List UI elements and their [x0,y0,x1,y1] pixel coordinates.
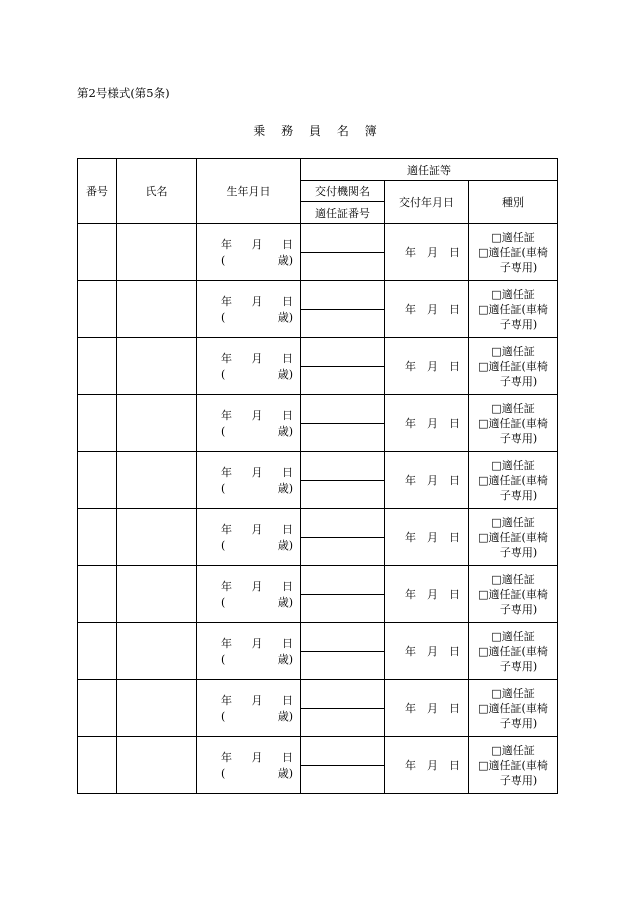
cell-issue-date[interactable] [385,509,469,566]
cell-type [469,281,558,338]
cell-issuing-agency[interactable] [301,452,384,481]
checkbox-certificate-wheelchair-cont: 子専用) [499,488,538,502]
cell-issuing-agency[interactable] [301,623,384,652]
year-label: 年 [221,466,232,479]
checkbox-certificate-wheelchair[interactable]: □適任証(車椅 [478,473,548,487]
day-label: 日 [282,295,293,308]
cell-issuing-agency[interactable] [301,395,384,424]
checkbox-certificate-wheelchair[interactable]: □適任証(車椅 [478,587,548,601]
checkbox-certificate-wheelchair[interactable]: □適任証(車椅 [478,245,548,259]
cell-issuing-agency[interactable] [301,737,384,766]
day-label: 日 [282,523,293,536]
age-open-label: ( [221,482,226,495]
month-label: 月 [427,588,438,601]
year-label: 年 [405,531,416,544]
day-label: 日 [449,417,460,430]
checkbox-certificate[interactable]: □適任証 [491,743,535,757]
day-label: 日 [282,238,293,251]
cell-agency-certificate [301,224,385,281]
checkbox-certificate[interactable]: □適任証 [491,686,535,700]
checkbox-certificate-wheelchair[interactable]: □適任証(車椅 [478,416,548,430]
cell-certificate-number[interactable] [301,367,384,395]
year-label: 年 [405,360,416,373]
document-title [0,122,630,139]
cell-certificate-number[interactable] [301,424,384,452]
cell-birthdate[interactable] [197,338,301,395]
day-label: 日 [282,694,293,707]
month-label: 月 [251,751,263,764]
cell-name[interactable] [117,680,197,737]
year-label: 年 [405,588,416,601]
cell-issuing-agency[interactable] [301,281,384,310]
cell-number[interactable] [78,338,117,395]
cell-certificate-number[interactable] [301,652,384,680]
day-label: 日 [449,645,460,658]
year-label: 年 [405,474,416,487]
cell-number[interactable] [78,224,117,281]
cell-issue-date[interactable] [385,680,469,737]
age-open-label: ( [221,767,226,780]
cell-number[interactable] [78,566,117,623]
cell-name[interactable] [117,623,197,680]
cell-issue-date[interactable] [385,737,469,794]
cell-certificate-number[interactable] [301,253,384,281]
cell-birthdate[interactable] [197,737,301,794]
month-label: 月 [251,352,263,365]
cell-number[interactable] [78,452,117,509]
header-type: 種別 [469,181,558,224]
title-char: 簿 [364,124,377,138]
cell-certificate-number[interactable] [301,310,384,338]
cell-name[interactable] [117,452,197,509]
title-char: 乗 [253,124,266,138]
table-row [78,452,558,509]
month-label: 月 [251,694,263,707]
checkbox-certificate-wheelchair[interactable]: □適任証(車椅 [478,359,548,373]
year-label: 年 [405,645,416,658]
checkbox-certificate[interactable]: □適任証 [491,629,535,643]
cell-number[interactable] [78,395,117,452]
cell-agency-certificate [301,737,385,794]
age-close-label: 歳) [277,368,293,381]
table-row [78,224,558,281]
month-label: 月 [251,466,263,479]
cell-number[interactable] [78,281,117,338]
crew-roster-table [77,158,558,794]
cell-issue-date[interactable] [385,452,469,509]
month-label: 月 [251,637,263,650]
cell-issue-date[interactable] [385,395,469,452]
header-name: 氏名 [117,159,197,224]
year-label: 年 [221,580,232,593]
header-certificate-group: 適任証等 [301,159,558,181]
cell-agency-certificate [301,338,385,395]
header-birthdate: 生年月日 [197,159,301,224]
checkbox-certificate-wheelchair-cont: 子専用) [499,773,538,787]
cell-type [469,566,558,623]
checkbox-certificate-wheelchair[interactable]: □適任証(車椅 [478,530,548,544]
cell-type [469,737,558,794]
checkbox-certificate-wheelchair[interactable]: □適任証(車椅 [478,758,548,772]
month-label: 月 [427,531,438,544]
year-label: 年 [405,417,416,430]
cell-type [469,395,558,452]
cell-number[interactable] [78,623,117,680]
checkbox-certificate-wheelchair-cont: 子専用) [499,716,538,730]
checkbox-certificate[interactable]: □適任証 [491,344,535,358]
cell-issue-date[interactable] [385,224,469,281]
cell-certificate-number[interactable] [301,766,384,794]
checkbox-certificate[interactable]: □適任証 [491,515,535,529]
cell-issue-date[interactable] [385,566,469,623]
checkbox-certificate-wheelchair-cont: 子専用) [499,317,538,331]
month-label: 月 [427,303,438,316]
table-row [78,338,558,395]
cell-name[interactable] [117,224,197,281]
checkbox-certificate-wheelchair[interactable]: □適任証(車椅 [478,644,548,658]
cell-type [469,452,558,509]
checkbox-certificate-wheelchair-cont: 子専用) [499,374,538,388]
age-close-label: 歳) [277,482,293,495]
checkbox-certificate-wheelchair-cont: 子専用) [499,431,538,445]
table-row [78,566,558,623]
age-open-label: ( [221,710,226,723]
day-label: 日 [449,531,460,544]
cell-issue-date[interactable] [385,281,469,338]
year-label: 年 [221,238,232,251]
checkbox-certificate-wheelchair-cont: 子専用) [499,602,538,616]
checkbox-certificate[interactable]: □適任証 [491,458,535,472]
day-label: 日 [449,303,460,316]
day-label: 日 [449,759,460,772]
cell-type [469,623,558,680]
header-issuing-agency: 交付機関名 [301,181,385,202]
form-number: 第2号様式(第5条) [77,86,170,100]
year-label: 年 [221,523,232,536]
header-issue-date: 交付年月日 [385,181,469,224]
table-row [78,509,558,566]
age-close-label: 歳) [277,767,293,780]
day-label: 日 [282,580,293,593]
cell-birthdate[interactable] [197,281,301,338]
month-label: 月 [427,246,438,259]
age-open-label: ( [221,539,226,552]
year-label: 年 [221,409,232,422]
checkbox-certificate-wheelchair-cont: 子専用) [499,260,538,274]
age-open-label: ( [221,653,226,666]
cell-type [469,680,558,737]
year-label: 年 [405,246,416,259]
cell-issuing-agency[interactable] [301,680,384,709]
cell-issuing-agency[interactable] [301,338,384,367]
cell-number[interactable] [78,737,117,794]
cell-name[interactable] [117,281,197,338]
cell-certificate-number[interactable] [301,481,384,509]
age-open-label: ( [221,254,226,267]
day-label: 日 [449,360,460,373]
cell-type [469,509,558,566]
table-row [78,680,558,737]
month-label: 月 [427,417,438,430]
month-label: 月 [427,759,438,772]
year-label: 年 [221,751,232,764]
cell-birthdate[interactable] [197,395,301,452]
cell-name[interactable] [117,509,197,566]
age-close-label: 歳) [277,539,293,552]
cell-name[interactable] [117,737,197,794]
age-close-label: 歳) [277,254,293,267]
cell-type [469,338,558,395]
cell-issue-date[interactable] [385,338,469,395]
cell-number[interactable] [78,509,117,566]
month-label: 月 [251,580,263,593]
month-label: 月 [427,474,438,487]
cell-issuing-agency[interactable] [301,509,384,538]
cell-birthdate[interactable] [197,566,301,623]
day-label: 日 [449,474,460,487]
age-open-label: ( [221,311,226,324]
checkbox-certificate-wheelchair-cont: 子専用) [499,659,538,673]
checkbox-certificate[interactable]: □適任証 [491,401,535,415]
age-open-label: ( [221,425,226,438]
month-label: 月 [427,702,438,715]
year-label: 年 [405,702,416,715]
age-close-label: 歳) [277,596,293,609]
cell-name[interactable] [117,338,197,395]
year-label: 年 [221,295,232,308]
cell-birthdate[interactable] [197,224,301,281]
cell-agency-certificate [301,566,385,623]
cell-certificate-number[interactable] [301,709,384,737]
checkbox-certificate[interactable]: □適任証 [491,287,535,301]
year-label: 年 [405,759,416,772]
checkbox-certificate-wheelchair[interactable]: □適任証(車椅 [478,701,548,715]
checkbox-certificate[interactable]: □適任証 [491,572,535,586]
header-number: 番号 [78,159,117,224]
month-label: 月 [427,645,438,658]
cell-name[interactable] [117,566,197,623]
day-label: 日 [282,352,293,365]
cell-agency-certificate [301,395,385,452]
cell-name[interactable] [117,395,197,452]
day-label: 日 [282,466,293,479]
table-row [78,281,558,338]
year-label: 年 [405,303,416,316]
checkbox-certificate-wheelchair-cont: 子専用) [499,545,538,559]
cell-birthdate[interactable] [197,680,301,737]
title-char: 名 [336,124,349,138]
age-close-label: 歳) [277,653,293,666]
year-label: 年 [221,352,232,365]
cell-agency-certificate [301,680,385,737]
checkbox-certificate[interactable]: □適任証 [491,230,535,244]
month-label: 月 [251,295,263,308]
title-char: 員 [308,124,321,138]
title-char: 務 [281,124,294,138]
month-label: 月 [251,523,263,536]
day-label: 日 [282,751,293,764]
cell-issuing-agency[interactable] [301,224,384,253]
age-close-label: 歳) [277,311,293,324]
age-close-label: 歳) [277,710,293,723]
day-label: 日 [449,702,460,715]
table-row [78,395,558,452]
cell-birthdate[interactable] [197,452,301,509]
cell-issuing-agency[interactable] [301,566,384,595]
cell-certificate-number[interactable] [301,538,384,566]
month-label: 月 [251,409,263,422]
cell-agency-certificate [301,509,385,566]
checkbox-certificate-wheelchair[interactable]: □適任証(車椅 [478,302,548,316]
year-label: 年 [221,637,232,650]
year-label: 年 [221,694,232,707]
table-row [78,737,558,794]
header-certificate-number: 適任証番号 [301,202,385,224]
cell-number[interactable] [78,680,117,737]
month-label: 月 [251,238,263,251]
age-close-label: 歳) [277,425,293,438]
cell-issue-date[interactable] [385,623,469,680]
cell-agency-certificate [301,452,385,509]
table-row [78,623,558,680]
cell-certificate-number[interactable] [301,595,384,623]
month-label: 月 [427,360,438,373]
cell-birthdate[interactable] [197,623,301,680]
day-label: 日 [282,637,293,650]
cell-agency-certificate [301,281,385,338]
age-open-label: ( [221,368,226,381]
cell-type [469,224,558,281]
day-label: 日 [449,246,460,259]
cell-birthdate[interactable] [197,509,301,566]
age-open-label: ( [221,596,226,609]
day-label: 日 [449,588,460,601]
cell-agency-certificate [301,623,385,680]
roster-body [78,224,558,794]
day-label: 日 [282,409,293,422]
